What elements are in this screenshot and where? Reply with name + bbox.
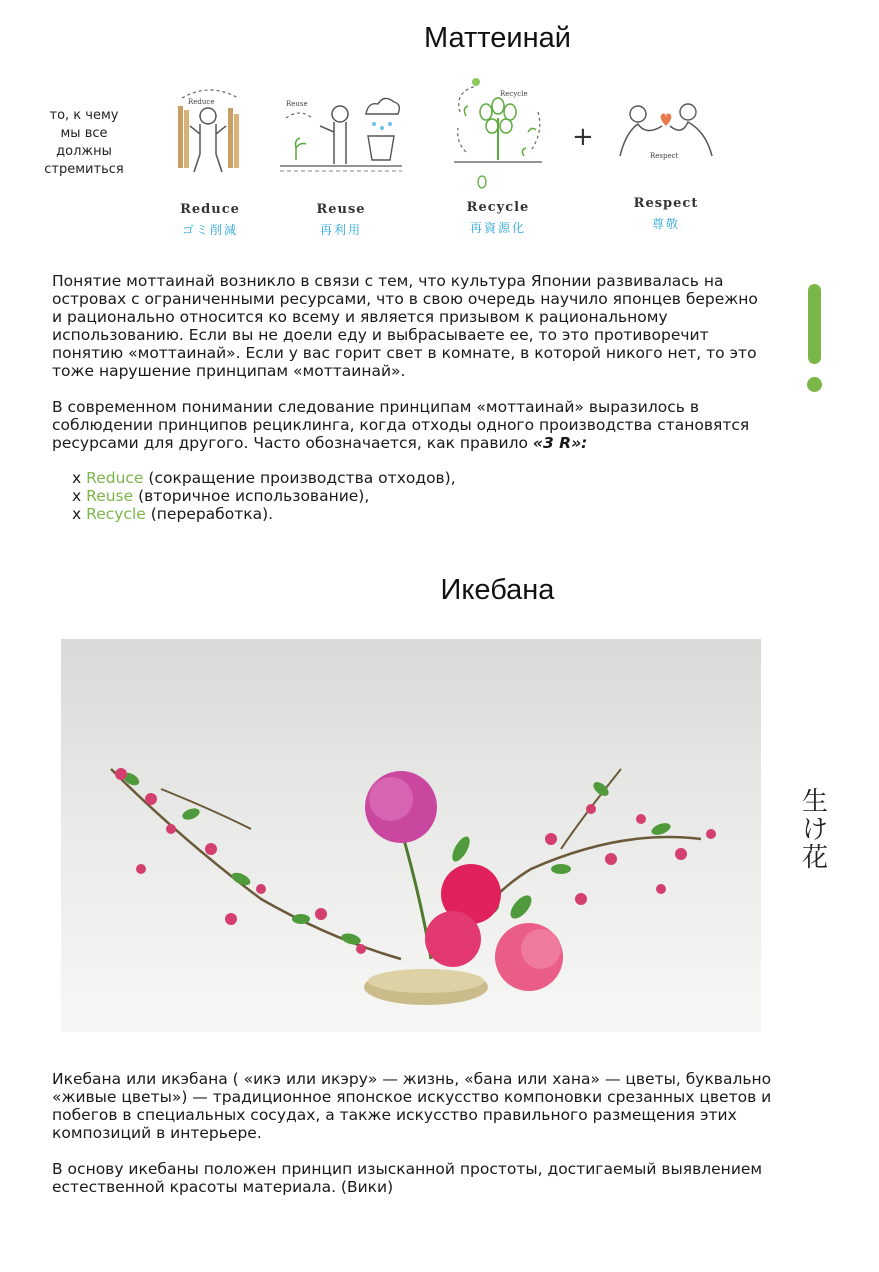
reuse-jp-label: 再利用	[319, 223, 362, 237]
reduce-illustration	[162, 78, 258, 238]
svg-text:Respect: Respect	[650, 152, 679, 160]
list-term: Recycle	[86, 505, 146, 523]
ikebana-arrangement-icon	[61, 639, 761, 1032]
svg-text:Reuse: Reuse	[286, 100, 308, 108]
svg-text:Reduce: Reduce	[188, 98, 215, 106]
recycle-label: Recycle	[466, 200, 530, 215]
list-bullet: х	[72, 469, 82, 487]
plus-sign: +	[572, 122, 594, 152]
list-item	[72, 469, 456, 487]
list-term: Reduce	[86, 469, 144, 487]
reuse-label: Reuse	[316, 202, 366, 217]
ikebana-kanji	[798, 788, 832, 872]
three-r-list	[72, 469, 456, 523]
respect-jp-label: 尊敬	[651, 217, 680, 231]
mottainai-paragraph-1: Понятие моттаинай возникло в связи с тем, что культура Японии развивалась на островах с ограниченными ресурсами, что в свою очередь научило японцев бережно и рационально относится ко всему и является призывом к рациональному использованию. Если вы не доели еду и выбрасываете ее, то это противоречит понятию «моттаинай». Если у вас горит свет в комнате, в которой никого нет, то это тоже нарушение принципам «моттаинай».	[52, 272, 758, 380]
reuse-icon	[276, 78, 406, 196]
three-r-emphasis: «3 R»:	[532, 434, 588, 452]
mottainai-paragraph-2-text: В современном понимании следование принципам «моттаинай» выразилось в соблюдении принципов рециклинга, когда отходы одного производства становятся ресурсами для другого. Часто обозначается, как правило	[52, 398, 750, 452]
list-item	[72, 505, 456, 523]
reduce-icon	[162, 78, 258, 196]
exclamation-dot-icon	[807, 377, 822, 392]
section-title-ikebana: Икебана	[440, 574, 555, 606]
list-item	[72, 487, 456, 505]
list-desc: (переработка).	[150, 505, 274, 523]
recycle-icon	[446, 72, 550, 194]
ikebana-photo	[61, 639, 761, 1032]
reduce-label: Reduce	[180, 202, 240, 217]
reuse-illustration	[276, 78, 406, 238]
reduce-jp-label: ゴミ削減	[181, 223, 238, 237]
kanji-char: 花	[801, 843, 828, 873]
list-desc: (вторичное использование),	[138, 487, 370, 505]
kanji-char: け	[801, 815, 828, 845]
list-desc: (сокращение производства отходов),	[148, 469, 456, 487]
ikebana-paragraph-1: Икебана или икэбана ( «икэ или икэру» — жизнь, «бана или хана» — цветы, буквально «живые цветы») — традиционное японское искусство компоновки срезанных цветов и побегов в специальных сосудах, а также искусство правильного размещения этих композиций в интерьере.	[52, 1070, 772, 1142]
list-bullet: х	[72, 505, 82, 523]
recycle-illustration	[446, 72, 550, 236]
mottainai-paragraph-2	[52, 398, 772, 452]
exclamation-bar-icon	[808, 284, 821, 364]
ikebana-paragraph-2: В основу икебаны положен принцип изысканной простоты, достигаемый выявлением естественной красоты материала. (Вики)	[52, 1160, 763, 1196]
recycle-jp-label: 再資源化	[469, 221, 526, 235]
list-term: Reuse	[86, 487, 134, 505]
respect-icon	[616, 96, 716, 196]
respect-illustration	[616, 96, 716, 232]
respect-label: Respect	[633, 196, 699, 211]
svg-text:Recycle: Recycle	[500, 90, 528, 98]
list-bullet: х	[72, 487, 82, 505]
kanji-char: 生	[801, 787, 828, 817]
aside-note: то, к чему мы все должны стремиться	[44, 108, 124, 177]
section-title-mottainai: Маттеинай	[424, 22, 571, 54]
